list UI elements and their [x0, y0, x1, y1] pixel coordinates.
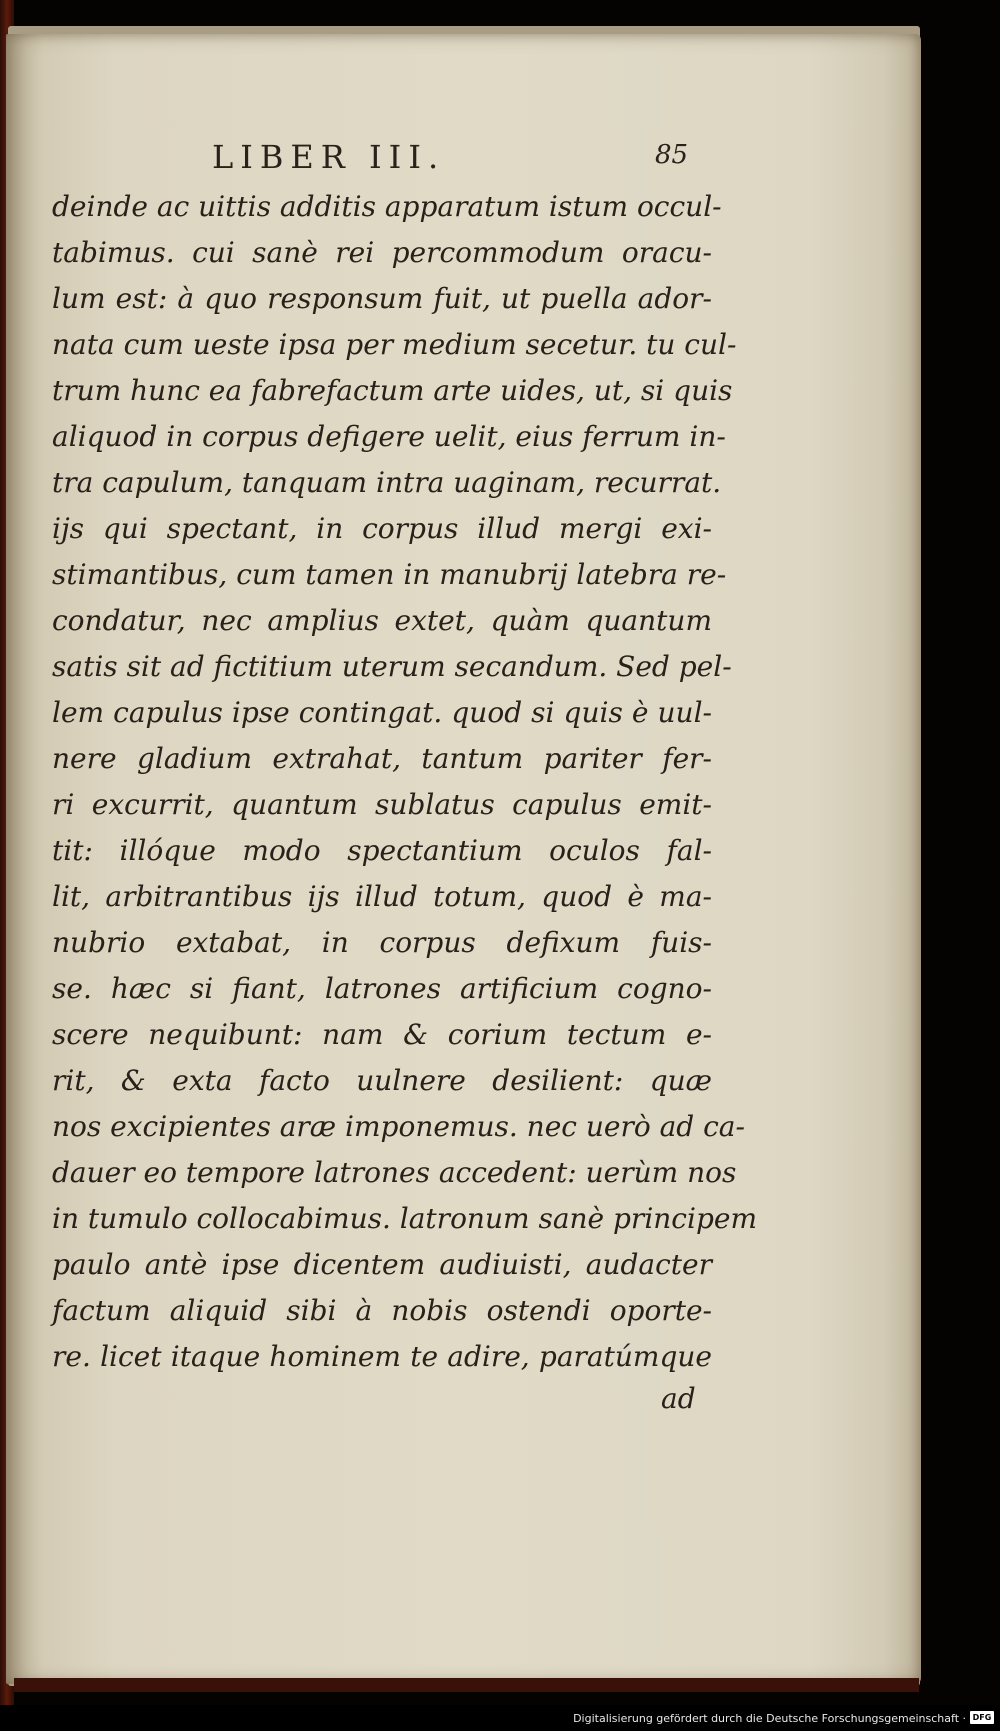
folio-number: 85: [655, 140, 689, 170]
text-line: satis sit ad fictitium uterum secandum. Sed pel-: [52, 650, 732, 683]
text-line: rit, & exta facto uulnere desilient: quæ: [52, 1064, 712, 1097]
text-line: re. licet itaque hominem te adire, paratúmque: [52, 1340, 712, 1373]
text-line: condatur, nec amplius extet, quàm quantum: [52, 604, 712, 637]
footer-bar: [0, 1705, 1000, 1731]
book-bottom-edge: [14, 1678, 919, 1692]
text-line: scere nequibunt: nam & corium tectum e-: [52, 1018, 712, 1051]
body-text: [52, 184, 757, 1380]
catchword: ad: [661, 1382, 696, 1415]
text-line: aliquod in corpus defigere uelit, eius ferrum in-: [52, 420, 726, 453]
page-header: [212, 138, 692, 184]
text-line: deinde ac uittis additis apparatum istum occul-: [52, 190, 722, 223]
text-line: tabimus. cui sanè rei percommodum oracu-: [52, 236, 712, 269]
text-line: factum aliquid sibi à nobis ostendi oporte-: [52, 1294, 712, 1327]
text-line: nubrio extabat, in corpus defixum fuis-: [52, 926, 712, 959]
text-line: in tumulo collocabimus. latronum sanè principem: [52, 1202, 757, 1235]
text-line: tra capulum, tanquam intra uaginam, recurrat.: [52, 466, 722, 499]
text-line: nere gladium extrahat, tantum pariter fer-: [52, 742, 712, 775]
text-line: trum hunc ea fabrefactum arte uides, ut, si quis: [52, 374, 733, 407]
text-line: nos excipientes aræ imponemus. nec uerò ad ca-: [52, 1110, 745, 1143]
text-line: ijs qui spectant, in corpus illud mergi exi-: [52, 512, 712, 545]
funding-credit: Digitalisierung gefördert durch die Deutsche Forschungsgemeinschaft ·: [573, 1712, 966, 1725]
text-line: dauer eo tempore latrones accedent: uerùm nos: [52, 1156, 737, 1189]
text-line: stimantibus, cum tamen in manubrij latebra re-: [52, 558, 727, 591]
text-line: paulo antè ipse dicentem audiuisti, audacter: [52, 1248, 712, 1281]
text-line: tit: illóque modo spectantium oculos fal-: [52, 834, 712, 867]
text-line: nata cum ueste ipsa per medium secetur. tu cul-: [52, 328, 737, 361]
text-line: lum est: à quo responsum fuit, ut puella ador-: [52, 282, 712, 315]
text-line: lit, arbitrantibus ijs illud totum, quod è ma-: [52, 880, 712, 913]
dfg-logo: DFG: [970, 1711, 994, 1724]
running-head: LIBER III.: [212, 138, 446, 176]
book-page: [6, 34, 921, 1684]
text-line: lem capulus ipse contingat. quod si quis è uul-: [52, 696, 712, 729]
text-line: se. hæc si fiant, latrones artificium cogno-: [52, 972, 712, 1005]
text-line: ri excurrit, quantum sublatus capulus emit-: [52, 788, 712, 821]
